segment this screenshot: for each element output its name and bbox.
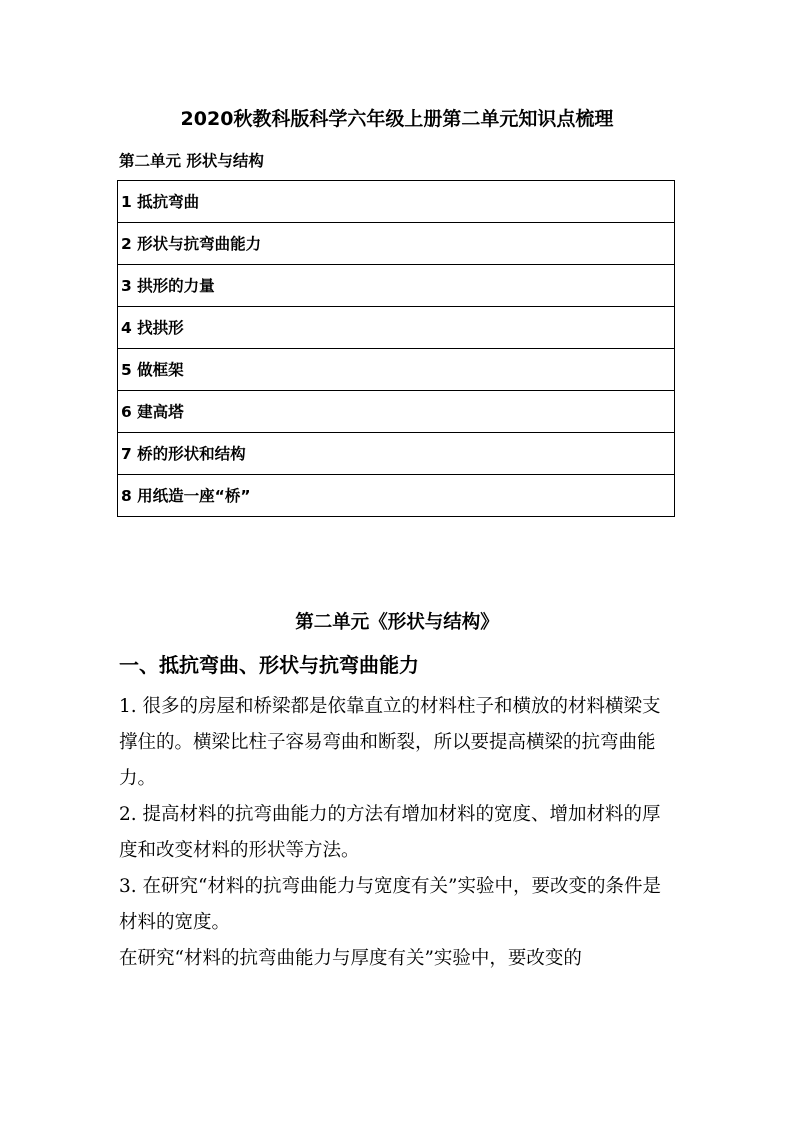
lesson-cell: 8 用纸造一座“桥”	[118, 475, 675, 517]
lesson-cell: 7 桥的形状和结构	[118, 433, 675, 475]
lesson-table	[117, 180, 675, 517]
lesson-cell: 3 拱形的力量	[118, 265, 675, 307]
paragraph: 1. 很多的房屋和桥梁都是依靠直立的材料柱子和横放的材料横梁支撑住的。横梁比柱子容易弯曲和断裂，所以要提高横梁的抗弯曲能力。	[119, 696, 661, 789]
table-row	[118, 349, 675, 391]
table-row	[118, 307, 675, 349]
unit-heading: 第二单元 形状与结构	[119, 152, 264, 170]
table-row	[118, 391, 675, 433]
table-row	[118, 223, 675, 265]
lesson-cell: 1 抵抗弯曲	[118, 181, 675, 223]
lesson-cell: 2 形状与抗弯曲能力	[118, 223, 675, 265]
paragraph: 在研究“材料的抗弯曲能力与厚度有关”实验中，要改变的	[119, 948, 582, 969]
table-row	[118, 433, 675, 475]
body-text	[119, 689, 677, 977]
table-row	[118, 265, 675, 307]
lesson-cell: 6 建高塔	[118, 391, 675, 433]
section-title: 第二单元《形状与结构》	[295, 612, 499, 633]
lesson-cell: 5 做框架	[118, 349, 675, 391]
table-row	[118, 475, 675, 517]
table-row	[118, 181, 675, 223]
paragraph: 2. 提高材料的抗弯曲能力的方法有增加材料的宽度、增加材料的厚度和改变材料的形状等方法。	[119, 804, 661, 861]
document-title: 2020秋教科版科学六年级上册第二单元知识点梳理	[180, 108, 614, 130]
lesson-heading: 一、抵抗弯曲、形状与抗弯曲能力	[119, 653, 419, 677]
paragraph: 3. 在研究“材料的抗弯曲能力与宽度有关”实验中，要改变的条件是材料的宽度。	[119, 876, 661, 933]
lesson-cell: 4 找拱形	[118, 307, 675, 349]
